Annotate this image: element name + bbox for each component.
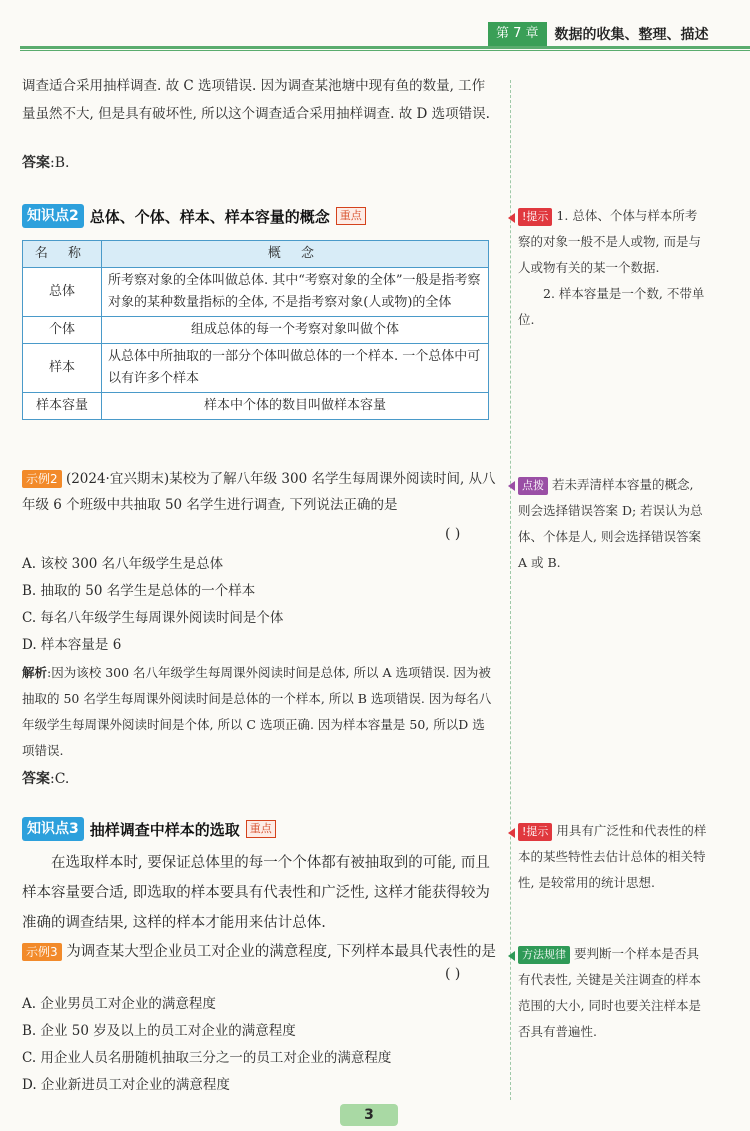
example2-text: (2024·宜兴期末)某校为了解八年级 300 名学生每周课外阅读时间, 从八年级 6 个班级中共抽取 50 名学生进行调查, 下列说法正确的是	[22, 471, 496, 513]
example3-option-c: C. 用企业人员名册随机抽取三分之一的员工对企业的满意程度	[22, 1050, 392, 1066]
example2-analysis	[22, 660, 497, 764]
example3-option-a: A. 企业男员工对企业的满意程度	[22, 996, 216, 1012]
table-row	[23, 344, 489, 393]
sidebar-method	[518, 941, 708, 1045]
table-cell-desc: 从总体中所抽取的一部分个体叫做总体的一个样本. 一个总体中可以有许多个样本	[102, 344, 489, 393]
table-cell-name: 样本	[23, 344, 102, 393]
example2-answer	[22, 768, 69, 788]
table-row	[23, 393, 489, 420]
tip2-text: 用具有广泛性和代表性的样本的某些特性去估计总体的相关特性, 是较常用的统计思想.	[518, 823, 707, 890]
sidebar-tip1	[518, 203, 708, 333]
kp2-heading	[22, 203, 366, 229]
table-header-concept: 概 念	[102, 241, 489, 268]
example2-option-a: A. 该校 300 名八年级学生是总体	[22, 556, 224, 572]
example3-question	[22, 937, 497, 967]
kp3-body: 在选取样本时, 要保证总体里的每一个个体都有被抽取到的可能, 而且样本容量要合适, 即选取的样本要具有代表性和广泛性, 这样才能获得较为准确的调查结果, 这样的样本才能用来估计总体.	[22, 855, 490, 931]
example2-option-d: D. 样本容量是 6	[22, 637, 122, 653]
example2-question	[22, 466, 497, 518]
example2-answer-paren: ( )	[445, 526, 461, 542]
example3-text: 为调查某大型企业员工对企业的满意程度, 下列样本最具代表性的是	[66, 944, 496, 960]
header-rule-thin	[20, 50, 750, 51]
column-divider	[510, 80, 511, 1100]
kp2-title: 总体、个体、样本、样本容量的概念	[89, 207, 330, 226]
table-cell-desc: 所考察对象的全体叫做总体. 其中“考察对象的全体”一般是指考察对象的某种数量指标的全体, 不是指考察对象(人或物)的全体	[102, 268, 489, 317]
point-text: 若未弄清样本容量的概念, 则会选择错误答案 D; 若误认为总体、个体是人, 则会选择错误答案 A 或 B.	[518, 477, 703, 570]
point-tag: 点拨	[518, 477, 548, 495]
kp3-title: 抽样调查中样本的选取	[89, 820, 240, 839]
intro-paragraph: 调查适合采用抽样调查. 故 C 选项错误. 因为调查某池塘中现有鱼的数量, 工作量虽然不大, 但是具有破坏性, 所以这个调查适合采用抽样调查. 故 D 选项错误.	[22, 78, 490, 122]
kp3-heading	[22, 816, 276, 842]
kp3-tag: 知识点3	[22, 817, 84, 841]
example2-tag: 示例2	[22, 470, 62, 488]
kp2-tag: 知识点2	[22, 204, 84, 228]
answer-label: 答案	[22, 771, 50, 787]
analysis-text: :因为该校 300 名八年级学生每周课外阅读时间是总体, 所以 A 选项错误. 因为被抽取的 50 名学生每周课外阅读时间是总体的一个样本, 所以 B 选项错误. 因为每名八年级学生每周课外阅读时间是个体, 所以 C 选项正确. 因为样本容量是 50, 所以D 选项错误.	[22, 665, 492, 758]
table-row	[23, 268, 489, 317]
table-cell-name: 个体	[23, 317, 102, 344]
table-header-name: 名 称	[23, 241, 102, 268]
answer-value: :B.	[50, 155, 70, 171]
table-cell-name: 总体	[23, 268, 102, 317]
method-text: 要判断一个样本是否具有代表性, 关键是关注调查的样本范围的大小, 同时也要关注样本是否具有普遍性.	[518, 946, 701, 1039]
example3-option-b: B. 企业 50 岁及以上的员工对企业的满意程度	[22, 1023, 296, 1039]
table-cell-desc: 样本中个体的数目叫做样本容量	[102, 393, 489, 420]
sidebar-tip2	[518, 818, 708, 896]
tip2-pointer-icon	[508, 828, 515, 838]
answer-value: :C.	[50, 771, 70, 787]
chapter-title: 数据的收集、整理、描述	[554, 27, 709, 43]
intro-answer	[22, 152, 69, 172]
method-tag: 方法规律	[518, 946, 570, 964]
concept-table	[22, 240, 489, 420]
example3-answer-paren: ( )	[445, 966, 461, 982]
kp3-badge: 重点	[246, 820, 276, 838]
example3-option-d: D. 企业新进员工对企业的满意程度	[22, 1077, 230, 1093]
tip1-line2: 2. 样本容量是一个数, 不带单位.	[518, 286, 705, 327]
example3-tag: 示例3	[22, 943, 62, 961]
tip1-pointer-icon	[508, 213, 515, 223]
chapter-tag: 第 7 章	[488, 22, 547, 46]
table-row	[23, 317, 489, 344]
table-header-row	[23, 241, 489, 268]
example2-option-b: B. 抽取的 50 名学生是总体的一个样本	[22, 583, 256, 599]
chapter-header	[488, 22, 750, 46]
kp2-badge: 重点	[336, 207, 366, 225]
answer-label: 答案	[22, 155, 50, 171]
tip1-tag: !提示	[518, 208, 552, 226]
sidebar-point	[518, 472, 708, 576]
point-pointer-icon	[508, 481, 515, 491]
tip1-line1: 1. 总体、个体与样本所考察的对象一般不是人或物, 而是与人或物有关的某一个数据.	[518, 208, 701, 275]
example2-option-c: C. 每名八年级学生每周课外阅读时间是个体	[22, 610, 284, 626]
method-pointer-icon	[508, 951, 515, 961]
table-cell-desc: 组成总体的每一个考察对象叫做个体	[102, 317, 489, 344]
table-cell-name: 样本容量	[23, 393, 102, 420]
header-rule	[20, 46, 750, 49]
tip2-tag: !提示	[518, 823, 552, 841]
analysis-label: 解析	[22, 665, 48, 680]
page-number: 3	[340, 1104, 398, 1126]
